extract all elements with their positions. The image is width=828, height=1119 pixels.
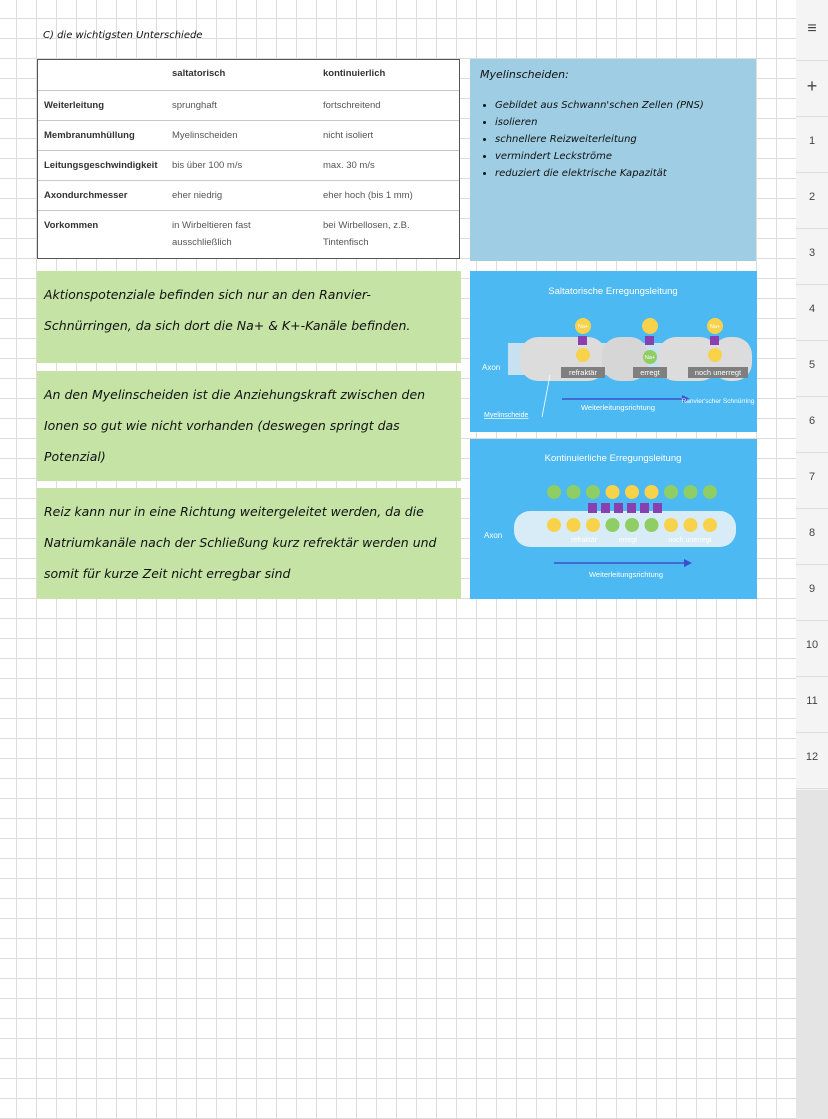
na-label: Na+ [709,324,721,330]
menu-icon[interactable]: ≡ [807,20,817,37]
ion [645,485,659,499]
ion [684,485,698,499]
page-thumb-6[interactable]: 6 [808,415,816,427]
ion [664,485,678,499]
direction-label: Weiterleitungsrichtung [588,570,664,579]
sidebar-divider [796,284,828,285]
sodium-ion [576,348,590,362]
direction-label: Weiterleitungsrichtung [580,403,656,412]
table-cell: in Wirbeltieren fast ausschließlich [172,220,251,248]
table-cell-label: Membranumhüllung [44,130,135,141]
table-row [38,150,459,181]
ion-channel [614,503,623,513]
excited-label: erregt [640,368,660,377]
table-cell: eher hoch (bis 1 mm) [323,190,413,201]
table-cell: bei Wirbellosen, z.B. Tintenfisch [323,220,410,248]
ion-channel [640,503,649,513]
page-thumb-10[interactable]: 10 [805,639,819,651]
ion-channel [645,336,654,345]
ion-channel [588,503,597,513]
ion [586,518,600,532]
note-ranvier[interactable]: Aktionspotenziale befinden sich nur an den Ranvier-Schnürringen, da sich dort die Na+ & K+-Kanäle befinden. [37,271,461,363]
table-header-saltatory: saltatorisch [172,68,226,79]
table-cell: fortschreitend [323,100,381,111]
ion [645,518,659,532]
refractory-label: refraktär [569,368,597,377]
page-thumb-1[interactable]: 1 [808,135,816,147]
note-direction[interactable]: Reiz kann nur in eine Richtung weitergeleitet werden, da die Natriumkanäle nach der Schließung kurz refrektär werden und somit für kurze Zeit nicht erregbar sind [37,488,461,599]
myelin-note-title: Myelinscheiden: [480,68,569,81]
table-cell-label: Weiterleitung [44,100,104,111]
unexcited-label: noch unerregt [694,368,742,377]
page-thumb-3[interactable]: 3 [808,247,816,259]
page-thumb-7[interactable]: 7 [808,471,816,483]
table-cell: bis über 100 m/s [172,160,243,171]
list-item: • reduziert die elektrische Kapazität [495,165,746,182]
myelin-list [480,97,746,182]
ion-row-bottom [547,518,717,532]
ion [606,485,620,499]
sidebar-divider [796,396,828,397]
note-myelin-attraction[interactable]: An den Myelinscheiden ist die Anziehungskraft zwischen den Ionen so gut wie nicht vorhanden (deswegen springt das Potenzial) [37,371,461,481]
refractory-label: refraktär [570,537,598,544]
sidebar-divider [796,676,828,677]
page-thumb-2[interactable]: 2 [808,191,816,203]
sidebar-divider [796,452,828,453]
table-row [38,180,459,211]
ion-channel [578,336,587,345]
page-thumb-12[interactable]: 12 [805,751,819,763]
sidebar-divider [796,508,828,509]
table-row [38,210,459,259]
sidebar-divider [796,172,828,173]
ion [684,518,698,532]
list-item: • Gebildet aus Schwann'schen Zellen (PNS) [495,97,746,114]
axon-label: Axon [482,363,501,372]
page-sidebar [796,0,828,1119]
saltatory-diagram-graphic [470,271,757,432]
sidebar-divider [796,340,828,341]
na-label: Na+ [644,355,656,361]
myelin-note[interactable] [470,59,756,261]
table-cell: eher niedrig [172,190,223,201]
myelin-pointer [542,375,550,417]
sidebar-divider [796,564,828,565]
sidebar-divider [796,788,828,789]
table-cell: nicht isoliert [323,130,374,141]
table-cell: sprunghaft [172,100,217,111]
sidebar-empty-area [796,790,828,1119]
page-thumb-5[interactable]: 5 [808,359,816,371]
ion [547,485,561,499]
list-item: • isolieren [495,114,746,131]
table-cell: max. 30 m/s [323,160,375,171]
excited-label: erregt [618,537,638,544]
table-header-continuous: kontinuierlich [323,68,386,79]
sodium-ion [708,348,722,362]
table-cell-label: Vorkommen [44,220,99,231]
page-thumb-9[interactable]: 9 [808,583,816,595]
ion-channel [710,336,719,345]
table-row [38,90,459,121]
section-heading: C) die wichtigsten Unterschiede [43,30,203,41]
sidebar-divider [796,60,828,61]
saltatory-diagram[interactable] [470,271,757,432]
page-thumb-8[interactable]: 8 [808,527,816,539]
sidebar-divider [796,116,828,117]
sodium-ion [642,318,658,334]
table-row [38,120,459,151]
ion [606,518,620,532]
page-thumb-4[interactable]: 4 [808,303,816,315]
page-thumb-11[interactable]: 11 [806,695,818,707]
ion-channel [653,503,662,513]
sidebar-divider [796,620,828,621]
sidebar-divider [796,732,828,733]
ion [567,518,581,532]
ion-channel [601,503,610,513]
continuous-diagram[interactable] [470,439,757,599]
na-label: Na+ [577,324,589,330]
ion [586,485,600,499]
direction-arrowhead [684,559,692,567]
sidebar-divider [796,228,828,229]
axon-label: Axon [484,531,503,540]
saltatory-title: Saltatorische Erregungsleitung [548,286,678,297]
add-page-icon[interactable]: + [806,76,818,96]
ion [547,518,561,532]
table-cell: Myelinscheiden [172,130,238,141]
continuous-title: Kontinuierliche Erregungsleitung [544,453,682,464]
unexcited-label: noch unerregt [668,537,712,544]
ion-channel [627,503,636,513]
comparison-table [37,59,460,259]
ion-row-top [547,485,717,499]
myelin-label: Myelinscheide [484,412,529,419]
ion [625,485,639,499]
ion [703,518,717,532]
ion [664,518,678,532]
list-item: • schnellere Reizweiterleitung [495,131,746,148]
ranvier-label: Ranvier'scher Schnürring [681,398,755,405]
table-cell-label: Axondurchmesser [44,190,128,201]
continuous-diagram-graphic [470,439,757,599]
ion [703,485,717,499]
list-item: • vermindert Leckströme [495,148,746,165]
table-cell-label: Leitungsgeschwindigkeit [44,160,158,171]
ion [567,485,581,499]
ion [625,518,639,532]
